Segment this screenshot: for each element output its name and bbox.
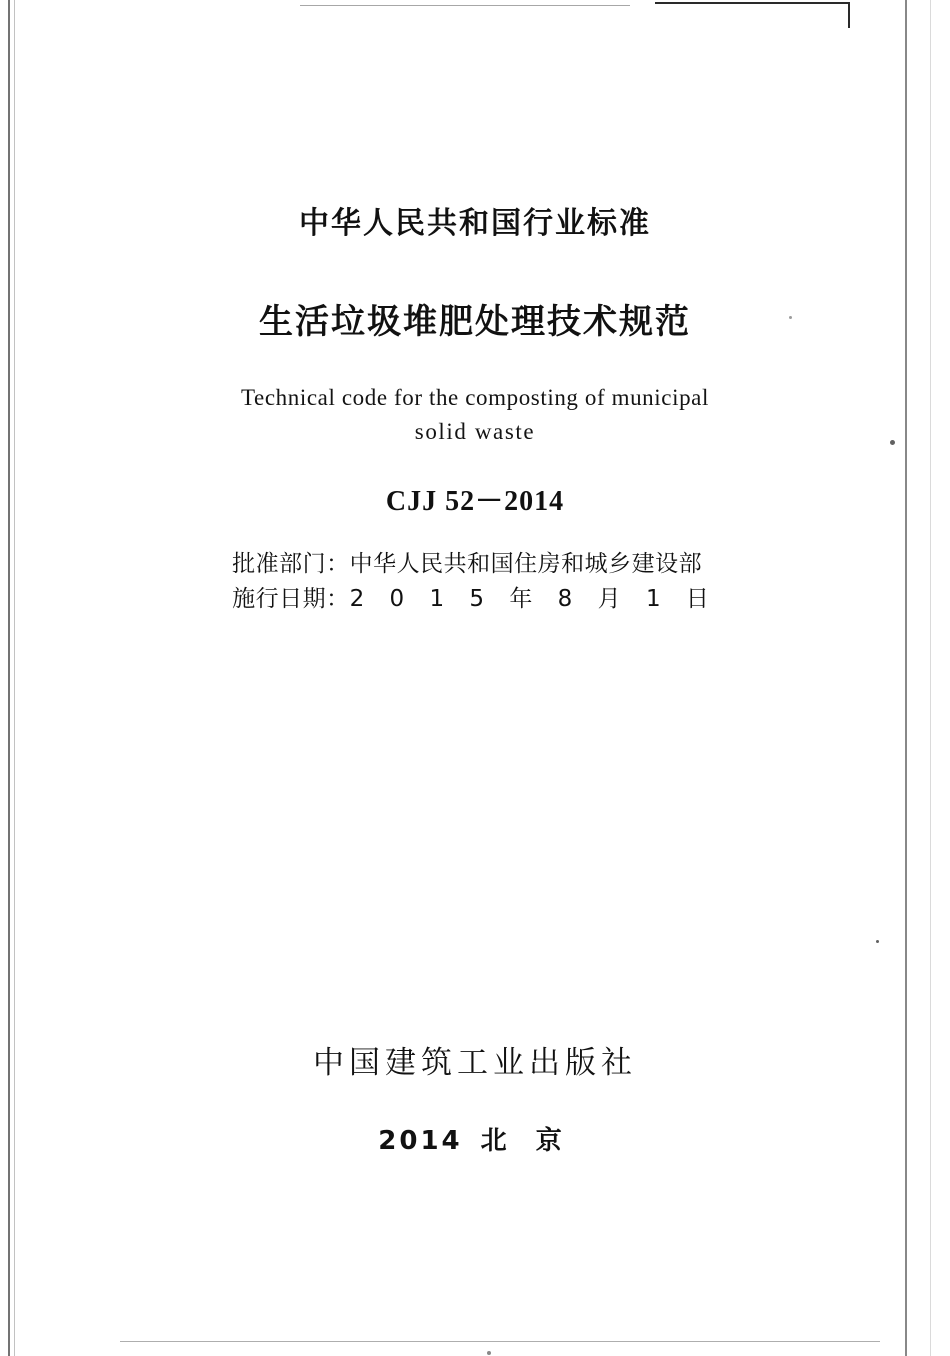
publication-year: 2014 xyxy=(378,1126,463,1156)
publisher-name: 中国建筑工业出版社 xyxy=(313,1045,637,1081)
effective-date-row xyxy=(232,582,718,617)
publication-imprint xyxy=(0,1120,950,1157)
scan-artifact-bottom-line xyxy=(120,1341,880,1342)
document-title-english-line1: Technical code for the composting of municipal xyxy=(241,385,709,410)
standard-code-number: CJJ 52－2014 xyxy=(385,486,565,517)
effective-date-label: 施行日期： xyxy=(232,586,350,612)
series-title: 中华人民共和国行业标准 xyxy=(299,206,651,241)
standard-metadata xyxy=(232,547,718,617)
approval-department-row: 批准部门：中华人民共和国住房和城乡建设部 xyxy=(232,551,703,577)
scan-speck xyxy=(487,1351,491,1355)
effective-date-value: 2 0 1 5 年 8 月 1 日 xyxy=(349,586,718,612)
document-title-english xyxy=(0,381,950,449)
document-title-english-line2: solid waste xyxy=(414,419,536,444)
publication-city: 北 京 xyxy=(480,1126,572,1156)
document-title-chinese: 生活垃圾堆肥处理技术规范 xyxy=(259,302,691,342)
